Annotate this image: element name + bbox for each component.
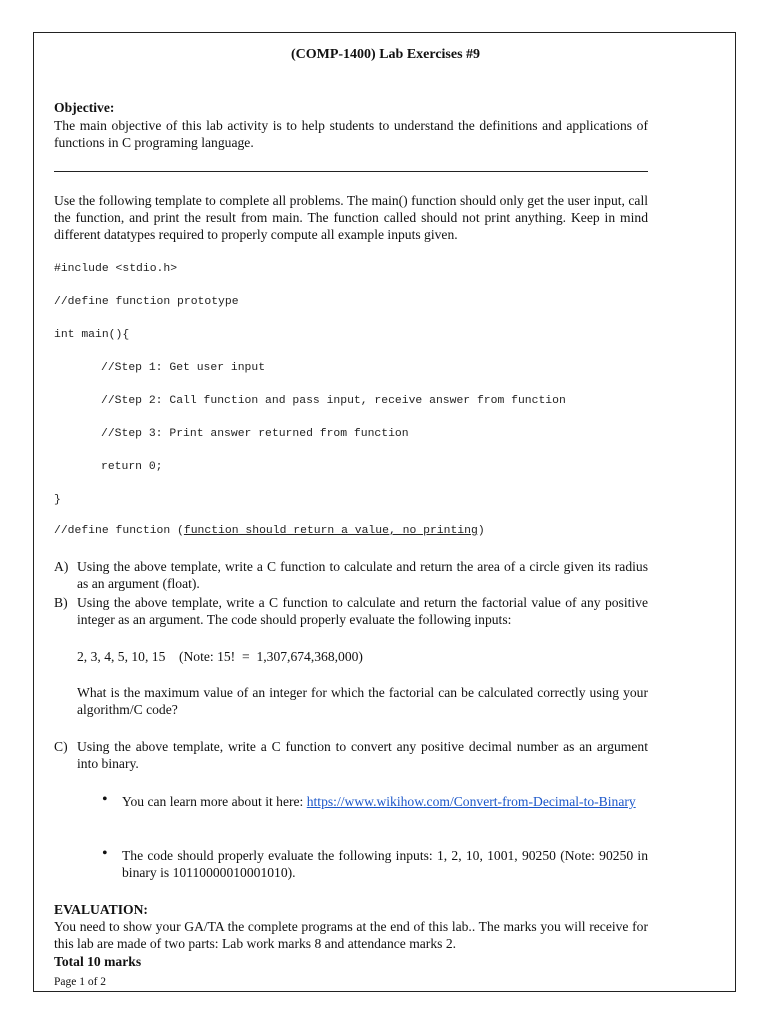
problem-b-label: B) bbox=[54, 595, 68, 610]
problem-c-bullet1 bbox=[122, 793, 648, 810]
code-include: #include <stdio.h> bbox=[54, 263, 178, 275]
document-page bbox=[33, 32, 736, 992]
evaluation-heading: EVALUATION: bbox=[54, 902, 148, 917]
wikihow-link[interactable]: https://www.wikihow.com/Convert-from-Decimal-to-Binary bbox=[306, 794, 636, 809]
define-prefix: //define function ( bbox=[54, 525, 184, 537]
problem-c-bullet2: The code should properly evaluate the following inputs: 1, 2, 10, 1001, 90250 (Note: 90250 in binary is 10110000010001010). bbox=[122, 848, 648, 880]
problem-a-text: Using the above template, write a C function to calculate and return the area of a circle given its radius as an argument (float). bbox=[77, 559, 648, 591]
code-define-comment bbox=[54, 525, 485, 537]
code-step3: //Step 3: Print answer returned from function bbox=[101, 428, 409, 440]
define-underlined-note: function should return a value, no printing bbox=[183, 525, 478, 537]
code-return: return 0; bbox=[101, 461, 163, 473]
code-close-brace: } bbox=[54, 494, 61, 506]
evaluation-total: Total 10 marks bbox=[54, 954, 142, 969]
problem-b-text: Using the above template, write a C function to calculate and return the factorial value of any positive integer as an argument. The code should properly evaluate the following inputs: bbox=[77, 595, 648, 627]
page-title: (COMP-1400) Lab Exercises #9 bbox=[290, 47, 481, 62]
code-step2: //Step 2: Call function and pass input, receive answer from function bbox=[101, 395, 566, 407]
page-footer: Page 1 of 2 bbox=[54, 976, 107, 988]
code-prototype-comment: //define function prototype bbox=[54, 296, 239, 308]
problem-b-inputs: 2, 3, 4, 5, 10, 15 (Note: 15! = 1,307,674,368,000) bbox=[77, 649, 363, 664]
bullet1-prefix: You can learn more about it here: bbox=[122, 794, 307, 809]
problem-c-text: Using the above template, write a C function to convert any positive decimal number as an argument into binary. bbox=[77, 739, 648, 771]
intro-text: Use the following template to complete all problems. The main() function should only get the user input, call the function, and print the result from main. The function called should not print anything. Keep in mind different datatypes required to properly compute all example inputs given. bbox=[54, 193, 648, 242]
objective-heading: Objective: bbox=[54, 100, 115, 115]
problem-a-label: A) bbox=[54, 559, 69, 574]
bullet-dot-icon: • bbox=[102, 845, 108, 862]
code-step1: //Step 1: Get user input bbox=[101, 362, 266, 374]
problem-b-question: What is the maximum value of an integer for which the factorial can be calculated correctly using your algorithm/C code? bbox=[77, 685, 648, 717]
problem-c-label: C) bbox=[54, 739, 68, 754]
section-divider bbox=[54, 171, 648, 172]
objective-text: The main objective of this lab activity is to help students to understand the definitions and applications of functions in C programing language. bbox=[54, 118, 648, 150]
evaluation-text: You need to show your GA/TA the complete programs at the end of this lab.. The marks you will receive for this lab are made of two parts: Lab work marks 8 and attendance marks 2. bbox=[54, 919, 648, 951]
code-main-open: int main(){ bbox=[54, 329, 130, 341]
bullet-dot-icon: • bbox=[102, 791, 108, 808]
define-suffix: ) bbox=[477, 525, 485, 537]
